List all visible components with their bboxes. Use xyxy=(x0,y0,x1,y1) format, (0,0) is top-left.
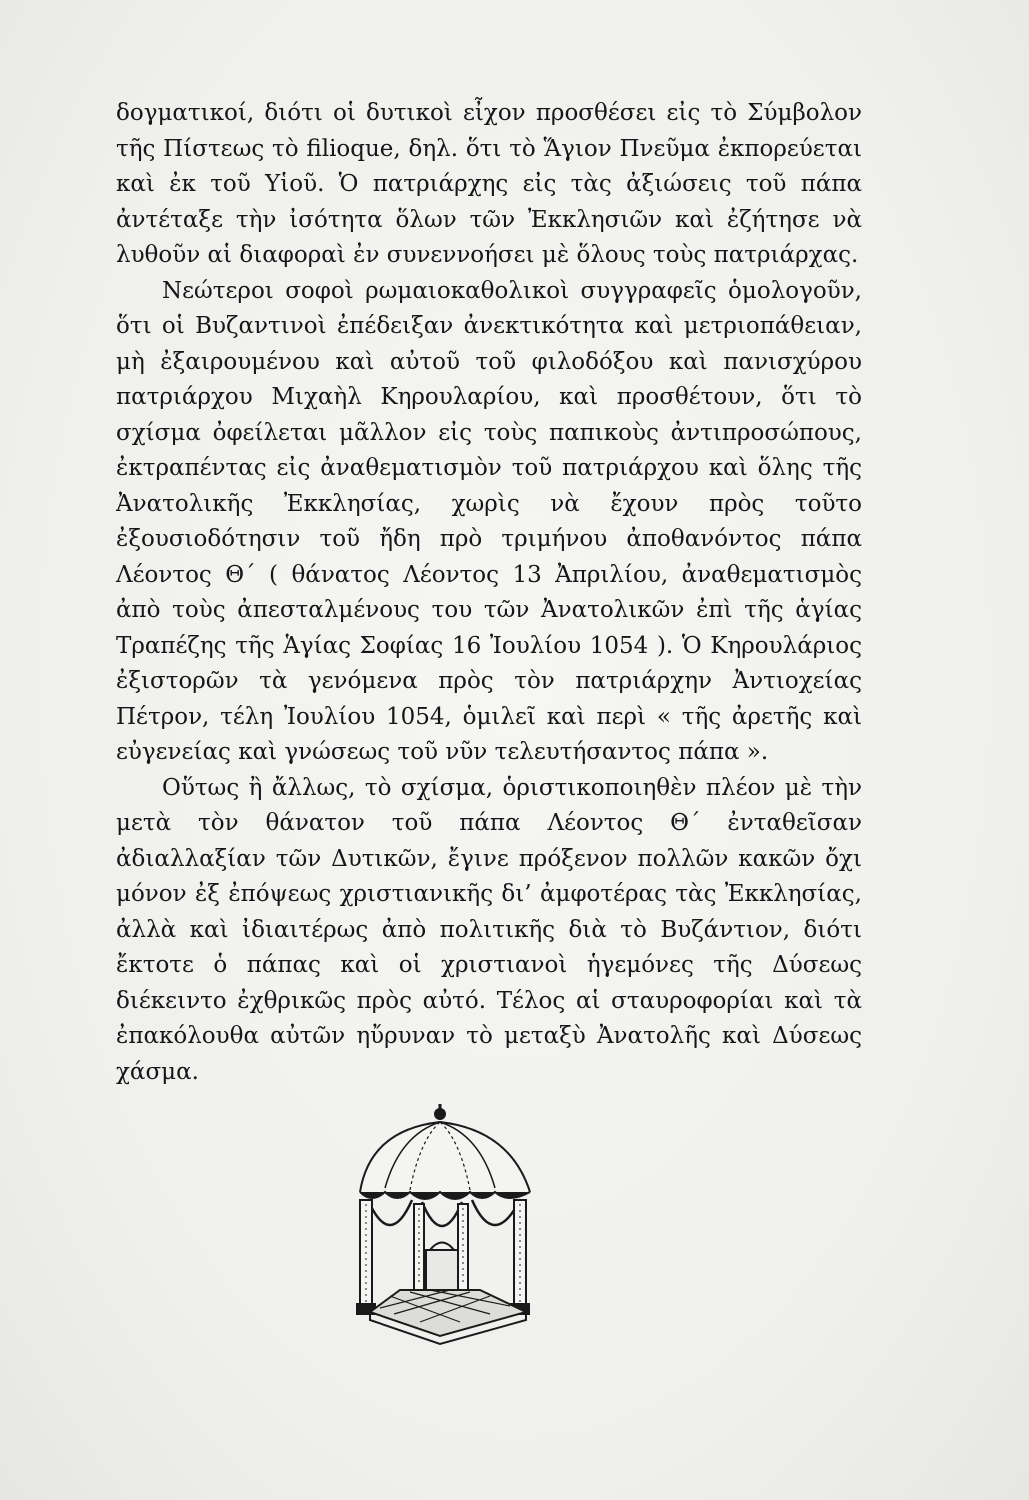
paragraph-continued: δογματικοί, διότι οἱ δυτικοὶ εἶχον προσθέσει εἰς τὸ Σύμβολον τῆς Πίστεως τὸ filioque, δηλ. ὅτι τὸ Ἅγιον Πνεῦμα ἐκπορεύεται καὶ ἐκ τοῦ Υἱοῦ. Ὁ πατριάρχης εἰς τὰς ἀξιώσεις τοῦ πάπα ἀντέταξε τὴν ἰσότητα ὅλων τῶν Ἐκκλησιῶν καὶ ἐζήτησε νὰ λυθοῦν αἱ διαφοραὶ ἐν συνεννοήσει μὲ ὅλους τοὺς πατριάρχας. xyxy=(116,100,862,268)
finial xyxy=(435,1109,445,1119)
paragraph: Οὕτως ἢ ἄλλως, τὸ σχίσμα, ὁριστικοποιηθὲν πλέον μὲ τὴν μετὰ τὸν θάνατον τοῦ πάπα Λέοντος Θ΄ ἐνταθεῖσαν ἀδιαλλαξίαν τῶν Δυτικῶν, ἔγινε πρόξενον πολλῶν κακῶν ὄχι μόνον ἐξ ἐπόψεως χριστιανικῆς δι’ ἀμφοτέρας τὰς Ἐκκλησίας, ἀλλὰ καὶ ἰδιαιτέρως ἀπὸ πολιτικῆς διὰ τὸ Βυζάντιον, διότι ἔκτοτε ὁ πάπας καὶ οἱ χριστιανοὶ ἡγεμόνες τῆς Δύσεως διέκειντο ἐχθρικῶς πρὸς αὐτό. Τέλος αἱ σταυροφορίαι καὶ τὰ ἐπακόλουθα αὐτῶν ηὔρυναν τὸ μεταξὺ Ἀνατολῆς καὶ Δύσεως χάσμα. xyxy=(116,774,862,1085)
altar xyxy=(426,1250,458,1290)
canopy-rim xyxy=(360,1192,530,1199)
body-text xyxy=(116,96,862,1090)
ciborium-drawing xyxy=(330,1100,560,1350)
ciborium-canopy-illustration-icon xyxy=(330,1100,560,1350)
column-back-right xyxy=(458,1204,468,1290)
paragraph: Νεώτεροι σοφοὶ ρωμαιοκαθολικοὶ συγγραφεῖς ὁμολογοῦν, ὅτι οἱ Βυζαντινοὶ ἐπέδειξαν ἀνεκτικότητα καὶ μετριοπάθειαν, μὴ ἐξαιρουμένου καὶ αὐτοῦ τοῦ φιλοδόξου καὶ πανισχύρου πατριάρχου Μιχαὴλ Κηρουλαρίου, καὶ προσθέτουν, ὅτι τὸ σχίσμα ὀφείλεται μᾶλλον εἰς τοὺς παπικοὺς ἀντιπροσώπους, ἐκτραπέντας εἰς ἀναθεματισμὸν τοῦ πατριάρχου καὶ ὅλης τῆς Ἀνατολικῆς Ἐκκλησίας, χωρὶς νὰ ἔχουν πρὸς τοῦτο ἐξουσιοδότησιν τοῦ ἤδη πρὸ τριμήνου ἀποθανόντος πάπα Λέοντος Θ΄ ( θάνατος Λέοντος 13 Ἀπριλίου, ἀναθεματισμὸς ἀπὸ τοὺς ἀπεσταλμένους του τῶν Ἀνατολικῶν ἐπὶ τῆς ἁγίας Τραπέζης τῆς Ἁγίας Σοφίας 16 Ἰουλίου 1054 ). Ὁ Κηρουλάριος ἐξιστορῶν τὰ γενόμενα πρὸς τὸν πατριάρχην Ἀντιοχείας Πέτρον, τέλη Ἰουλίου 1054, ὁμιλεῖ καὶ περὶ « τῆς ἀρετῆς καὶ εὐγενείας καὶ γνώσεως τοῦ νῦν τελευτήσαντος πάπα ». xyxy=(116,277,862,765)
column-back-left xyxy=(414,1204,424,1290)
canopy-dome xyxy=(360,1122,530,1192)
